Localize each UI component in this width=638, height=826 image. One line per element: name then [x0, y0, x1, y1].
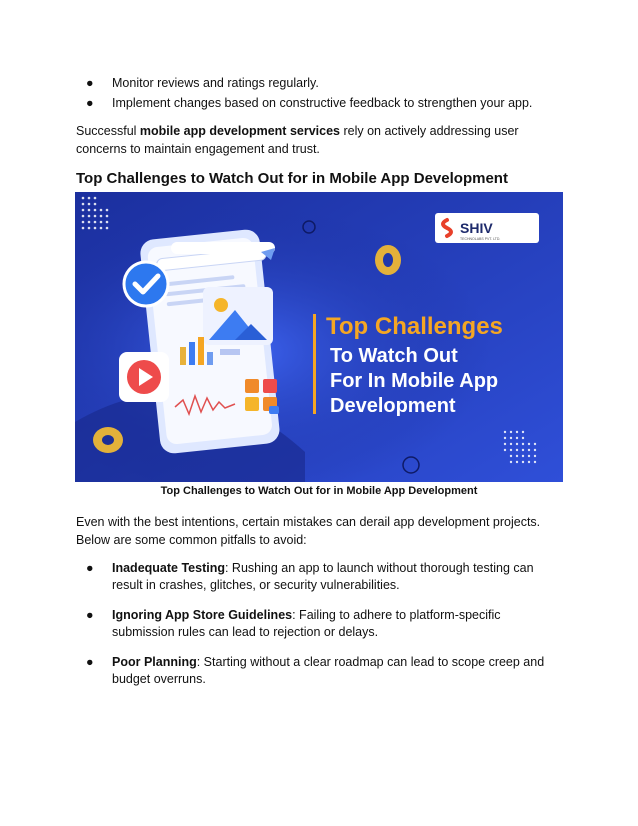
- banner-title-line: Development: [330, 395, 456, 417]
- pitfall-text: : Starting without a clear roadmap can lead to scope creep and budget overruns.: [112, 655, 545, 686]
- image-caption: Top Challenges to Watch Out for in Mobile App Development: [160, 485, 478, 497]
- logo-subtitle: TECHNOLABS PVT. LTD.: [460, 237, 501, 241]
- pitfall-text: : Failing to adhere to platform-specific submission rules can lead to rejection or delays.: [112, 608, 501, 639]
- pitfall-title: Ignoring App Store Guidelines: [112, 608, 293, 622]
- bullet-icon: ●: [86, 655, 94, 669]
- bullet-icon: ●: [86, 76, 94, 90]
- play-video-icon: [119, 352, 169, 402]
- banner-title-line: For In Mobile App: [330, 370, 499, 392]
- paragraph-intro: Even with the best intentions, certain mistakes can derail app development projects. Below are some common pitfalls to avoid:: [76, 515, 541, 547]
- pitfall-title: Inadequate Testing: [112, 561, 225, 575]
- pitfall-text: : Rushing an app to launch without thorough testing can result in crashes, glitches, or security vulnerabilities.: [112, 561, 534, 592]
- feedback-bullet-list: [76, 75, 566, 115]
- bullet-icon: ●: [86, 96, 94, 110]
- banner-title-line: To Watch Out: [330, 345, 458, 367]
- bullet-icon: ●: [86, 608, 94, 622]
- pitfall-title: Poor Planning: [112, 655, 197, 669]
- list-item: [76, 654, 566, 688]
- list-item-text: Implement changes based on constructive feedback to strengthen your app.: [112, 96, 533, 110]
- services-link-text: mobile app development services: [139, 124, 340, 138]
- search-bar-illustration: [171, 242, 275, 254]
- list-item: [76, 75, 566, 92]
- pitfalls-bullet-list: [76, 560, 566, 701]
- paragraph-services: Successful mobile app development services rely on actively addressing user concerns to maintain engagement and trust.: [76, 124, 519, 156]
- banner-image: [75, 192, 563, 482]
- list-item: [76, 607, 566, 641]
- title-accent-bar: [313, 314, 316, 414]
- gold-ring-icon: [93, 427, 123, 453]
- logo-wordmark: SHIV: [460, 220, 493, 236]
- shiv-technolabs-logo: [435, 213, 539, 243]
- list-item: [76, 95, 566, 112]
- check-icon: [124, 262, 168, 306]
- bullet-icon: ●: [86, 561, 94, 575]
- image-card-illustration: [203, 287, 273, 345]
- list-item-text: Monitor reviews and ratings regularly.: [112, 76, 319, 90]
- banner-title-line: Top Challenges: [326, 313, 503, 340]
- gold-ring-icon: [375, 245, 401, 275]
- list-item: [76, 560, 566, 594]
- banner-illustration: [75, 192, 563, 482]
- section-heading: Top Challenges to Watch Out for in Mobile App Development: [76, 170, 508, 187]
